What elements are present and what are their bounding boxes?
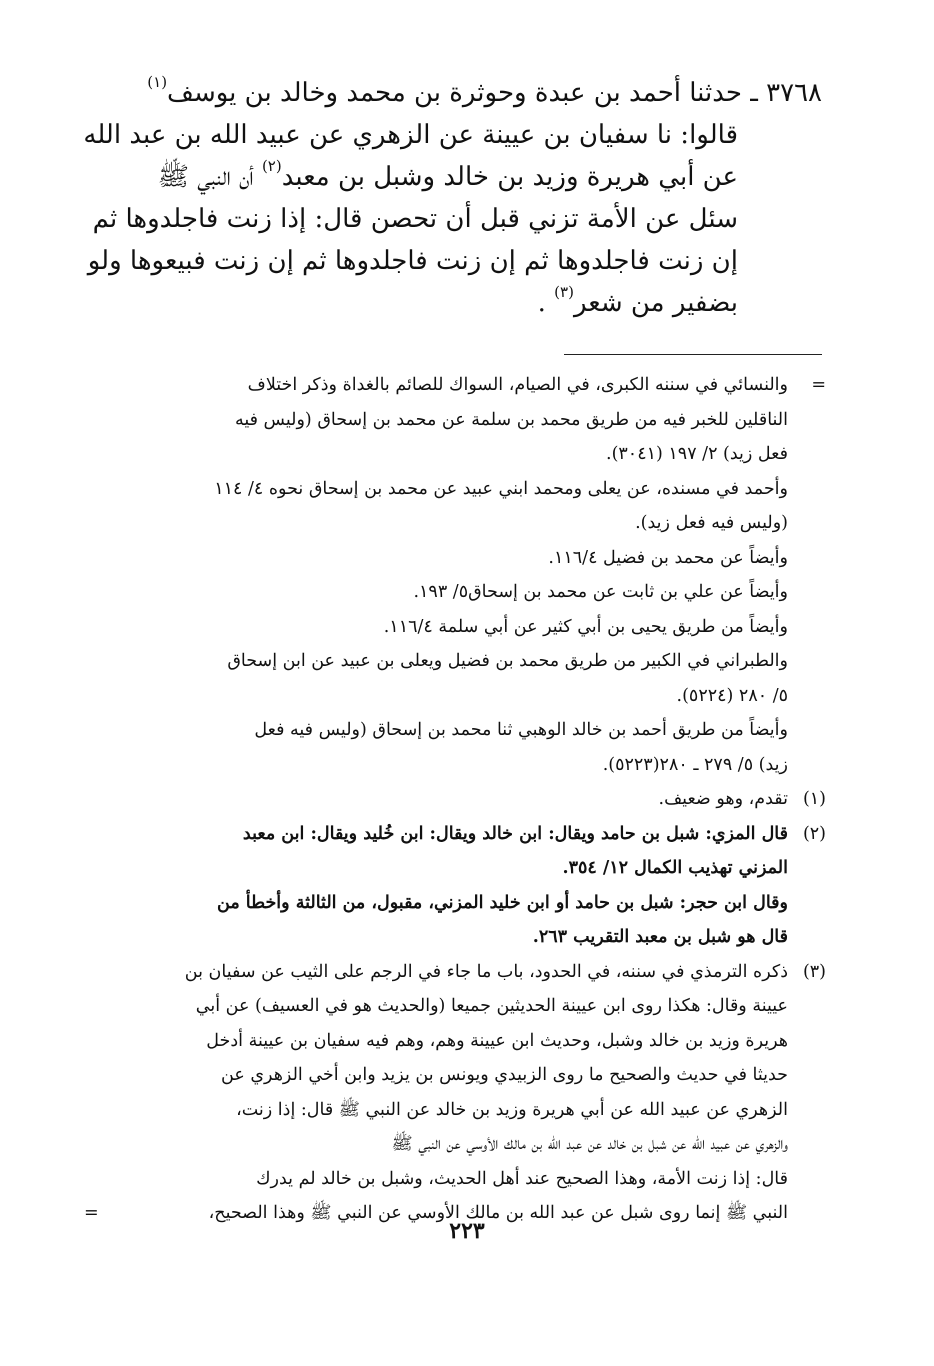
footnote-mark-2: (٢) <box>802 823 826 844</box>
footnote-1 <box>110 782 826 817</box>
footnote-line: والطبراني في الكبير من طريق محمد بن فضيل ويعلى بن عبيد عن ابن إسحاق <box>227 651 788 671</box>
footnote-mark-3: (٣) <box>802 961 826 982</box>
footnote-line: الناقلين للخبر فيه من طريق محمد بن سلمة عن محمد بن إسحاق (وليس فيه <box>234 409 788 430</box>
hadith-line-2: قالوا: نا سفيان بن عيينة عن الزهري عن عبيد الله بن عبد الله <box>83 120 738 150</box>
footnote-2 <box>110 817 826 955</box>
hadith-line-1: ٣٧٦٨ ـ حدثنا أحمد بن عبدة وحوثرة بن محمد وخالد بن يوسف$^{(١)}$ <box>147 73 822 108</box>
footnote-ref-2: (٢) <box>261 157 282 175</box>
footnote-line: وأيضاً عن محمد بن فضيل ١١٦/٤. <box>548 547 788 568</box>
footnote-line: فعل زيد) ٢/ ١٩٧ (٣٠٤١). <box>606 444 788 464</box>
hadith-number: ٣٧٦٨ ـ <box>750 78 822 108</box>
page-number: ٢٢٣ <box>449 1218 485 1244</box>
continued-mark: = <box>84 1203 99 1223</box>
footnote-line: ٥/ ٢٨٠ (٥٢٢٤). <box>676 685 788 706</box>
footnote-line: تقدم، وهو ضعيف. <box>658 789 788 809</box>
footnote-line: وأيضاً من طريق أحمد بن خالد الوهبي ثنا محمد بن إسحاق (وليس فيه فعل <box>254 720 788 740</box>
footnote-line: والنسائي في سننه الكبرى، في الصيام، السواك للصائم بالغداة وذكر اختلاف <box>247 375 788 395</box>
footnote-3 <box>84 955 826 1231</box>
footnote-line: المزني تهذيب الكمال ١٢/ ٣٥٤. <box>562 858 788 878</box>
footnote-line: هريرة وزيد بن خالد وشبل، وحديث ابن عيينة وهم، وهم فيه سفيان بن عيينة أدخل <box>206 1030 788 1051</box>
footnote-ref-1: (١) <box>147 73 168 91</box>
footnote-line: عيينة وقال: هكذا روى ابن عيينة الحديثين جميعا (والحديث هو في العسيف) عن أبي <box>195 996 788 1016</box>
footnote-line: ذكره الترمذي في سننه، في الحدود، باب ما جاء في الرجم على الثيب عن سفيان بن <box>184 961 788 982</box>
hadith-line-3: عن أبي هريرة وزيد بن خالد وشبل بن معبد$^{(٢)}$ أن النبي ﷺ <box>157 157 738 192</box>
hadith-line-6: بضفير من شعر$^{(٣)}$ . <box>537 283 738 318</box>
footnote-mark-1: (١) <box>802 789 826 809</box>
footnote-line: قال: إذا زنت الأمة، وهذا الصحيح عند أهل الحديث، وشبل بن خالد لم يدرك <box>256 1168 788 1189</box>
hadith-line-4: سئل عن الأمة تزني قبل أن تحصن قال: إذا زنت فاجلدوها ثم <box>92 204 738 234</box>
footnote-separator <box>564 354 822 355</box>
hadith-block <box>83 72 822 324</box>
footnote-line: وأيضاً من طريق يحيى بن أبي كثير عن أبي سلمة ١١٦/٤. <box>383 616 788 637</box>
footnote-line: قال المزي: شبل بن حامد ويقال: ابن خالد ويقال: ابن خُليد ويقال: ابن معبد <box>242 823 788 844</box>
footnote-ref-3: (٣) <box>554 283 574 301</box>
footnote-line: زيد) ٥/ ٢٧٩ ـ ٢٨٠(٥٢٢٣). <box>602 754 788 775</box>
footnote-line: وأحمد في مسنده، عن يعلى ومحمد ابني عبيد عن محمد بن إسحاق نحوه ٤/ ١١٤ <box>214 478 788 499</box>
continuation-mark: = <box>811 375 826 395</box>
footnote-line: النبي ﷺ إنما روى شبل عن عبد الله بن مالك الأوسي عن النبي ﷺ وهذا الصحيح، = <box>110 1196 788 1231</box>
footnote-line: قال هو شبل بن معبد التقريب ٢٦٣. <box>532 927 788 947</box>
footnote-line: وأيضاً عن علي بن ثابت عن محمد بن إسحاق٥/ ١٩٣. <box>413 582 788 602</box>
hadith-line-5: إن زنت فاجلدوها ثم إن زنت فاجلدوها ثم إن زنت فبيعوها ولو <box>87 246 738 276</box>
footnote-line: حديثا في حديث والصحيح ما روى الزبيدي ويونس بن يزيد وابن أخي الزهري عن <box>221 1065 788 1085</box>
footnotes-section <box>84 368 826 1231</box>
footnote-line: الزهري عن عبيد الله عن أبي هريرة وزيد بن خالد عن النبي ﷺ قال: إذا زنت، <box>236 1099 788 1120</box>
footnote-line: (وليس فيه فعل زيد). <box>635 513 788 533</box>
footnote-line: والزهري عن عبيد الله عن شبل بن خالد عن عبد الله بن مالك الأوسي عن النبي ﷺ <box>391 1134 788 1154</box>
footnote-line: وقال ابن حجر: شبل بن حامد أو ابن خليد المزني، مقبول، من الثالثة وأخطأ من <box>217 892 788 913</box>
continuation-footnote <box>110 368 826 782</box>
